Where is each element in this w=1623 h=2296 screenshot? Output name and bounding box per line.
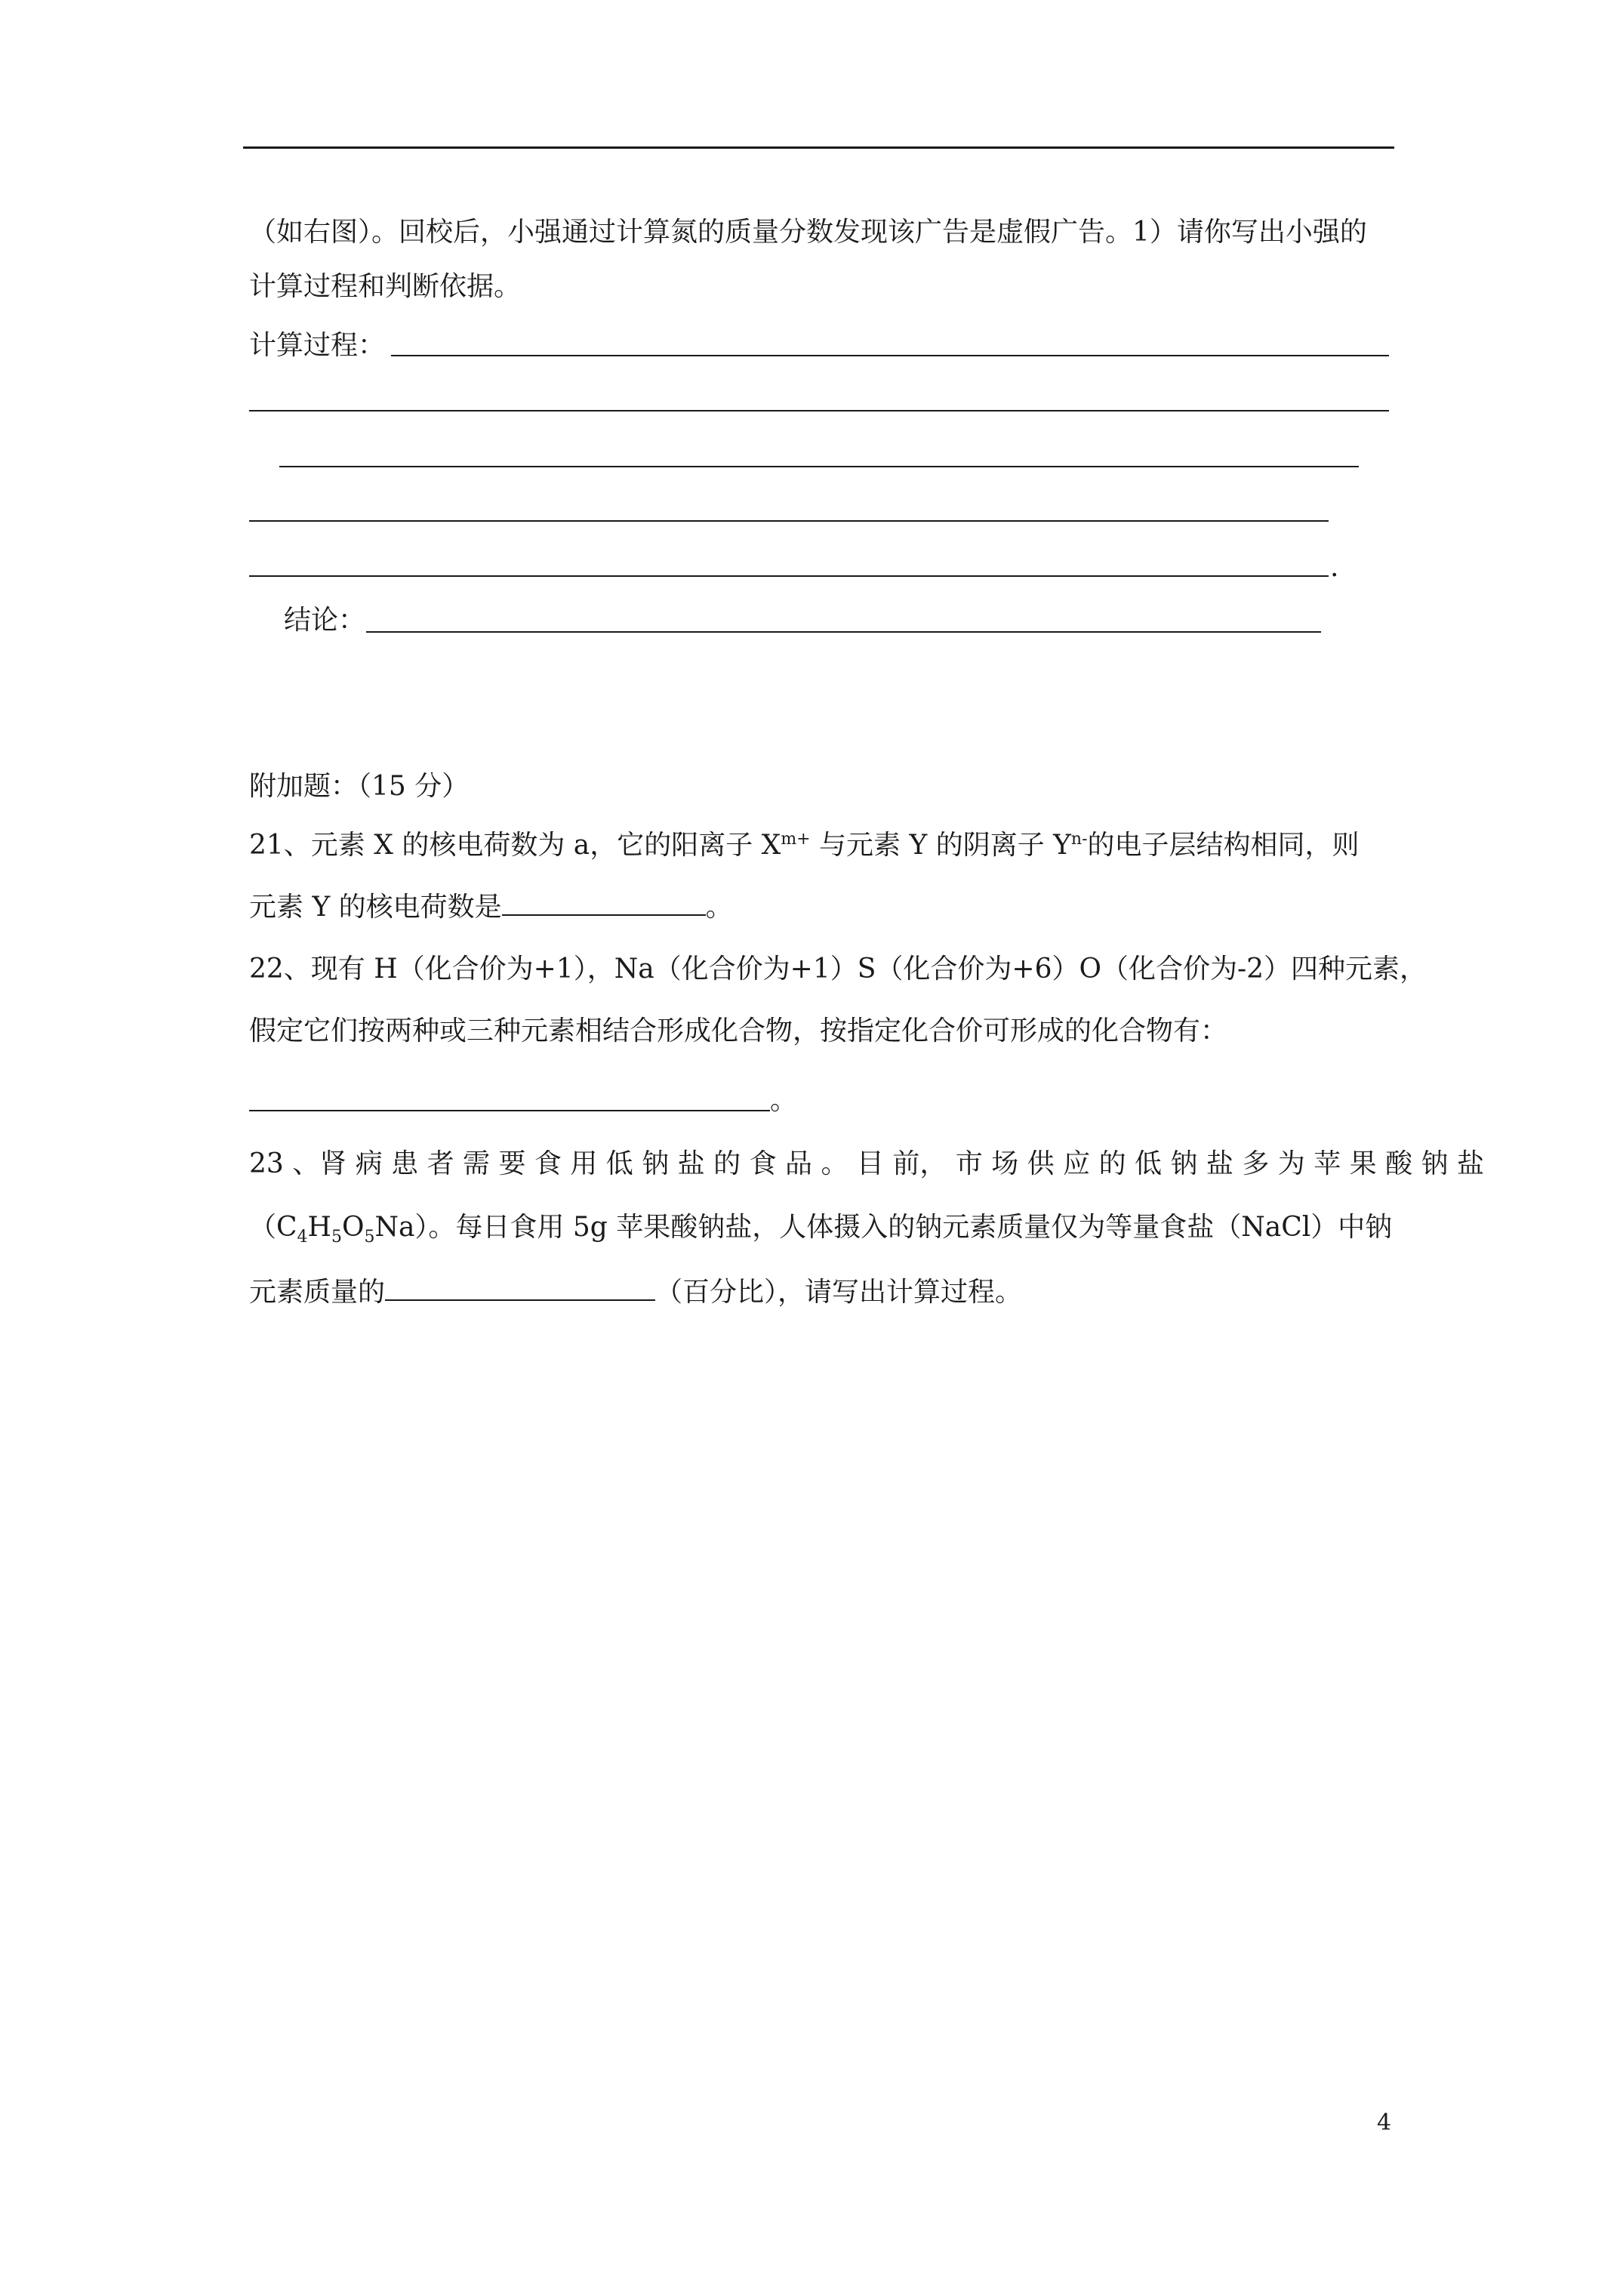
conclusion-label: 结论： <box>284 605 366 636</box>
answer-line-calc-1[interactable] <box>391 355 1389 356</box>
answer-line-calc-3[interactable] <box>279 466 1359 467</box>
question-21-line-1: 21、元素 X 的核电荷数为 a，它的阳离子 $X^{m+}$ 与元素 Y 的阴离子 $Y^{n-}$的电子层结构相同，则 <box>249 830 1360 861</box>
question-22-line-1: 22、现有 H（化合价为+1），Na（化合价为+1）S（化合价为+6）O（化合价为-2）四种元素， <box>249 954 1427 985</box>
question-23-line-2: $(C_4H_5O_5Na)$。每日食用 5g 苹果酸钠盐，人体摄入的钠元素质量仅为等量食盐（NaCl）中钠 <box>249 1212 1393 1247</box>
question-23-line-1: 23 、肾 病 患 者 需 要 食 用 低 钠 盐 的 食 品 。 目 前， 市 场 供 应 的 低 钠 盐 多 为 苹 果 酸 钠 盐 <box>249 1148 1484 1179</box>
page-number: 4 <box>1377 2110 1392 2136</box>
answer-line-conclusion[interactable] <box>366 631 1321 633</box>
answer-line-calc-4[interactable] <box>249 520 1329 522</box>
period-mark: 。 <box>770 1085 798 1116</box>
answer-blank-q23[interactable] <box>385 1277 655 1301</box>
question-21-line-2: 元素 Y 的核电荷数是 。 <box>249 892 733 923</box>
answer-line-calc-5[interactable] <box>249 575 1329 577</box>
header-rule <box>243 146 1394 149</box>
question-22-line-2: 假定它们按两种或三种元素相结合形成化合物，按指定化合价可形成的化合物有： <box>249 1015 1228 1046</box>
question-text-line: 计算过程和判断依据。 <box>249 271 522 302</box>
end-dot: . <box>1330 552 1339 583</box>
bonus-section-title: 附加题：（15 分） <box>249 771 470 802</box>
answer-blank-q21[interactable] <box>502 892 706 916</box>
calc-process-label: 计算过程： <box>249 330 386 361</box>
question-23-line-3: 元素质量的 （百分比），请写出计算过程。 <box>249 1277 1023 1308</box>
answer-line-calc-2[interactable] <box>249 410 1389 411</box>
answer-line-q22[interactable] <box>249 1110 770 1111</box>
question-text-line: （如右图）。回校后，小强通过计算氮的质量分数发现该广告是虚假广告。1）请你写出小强的 <box>249 217 1367 248</box>
